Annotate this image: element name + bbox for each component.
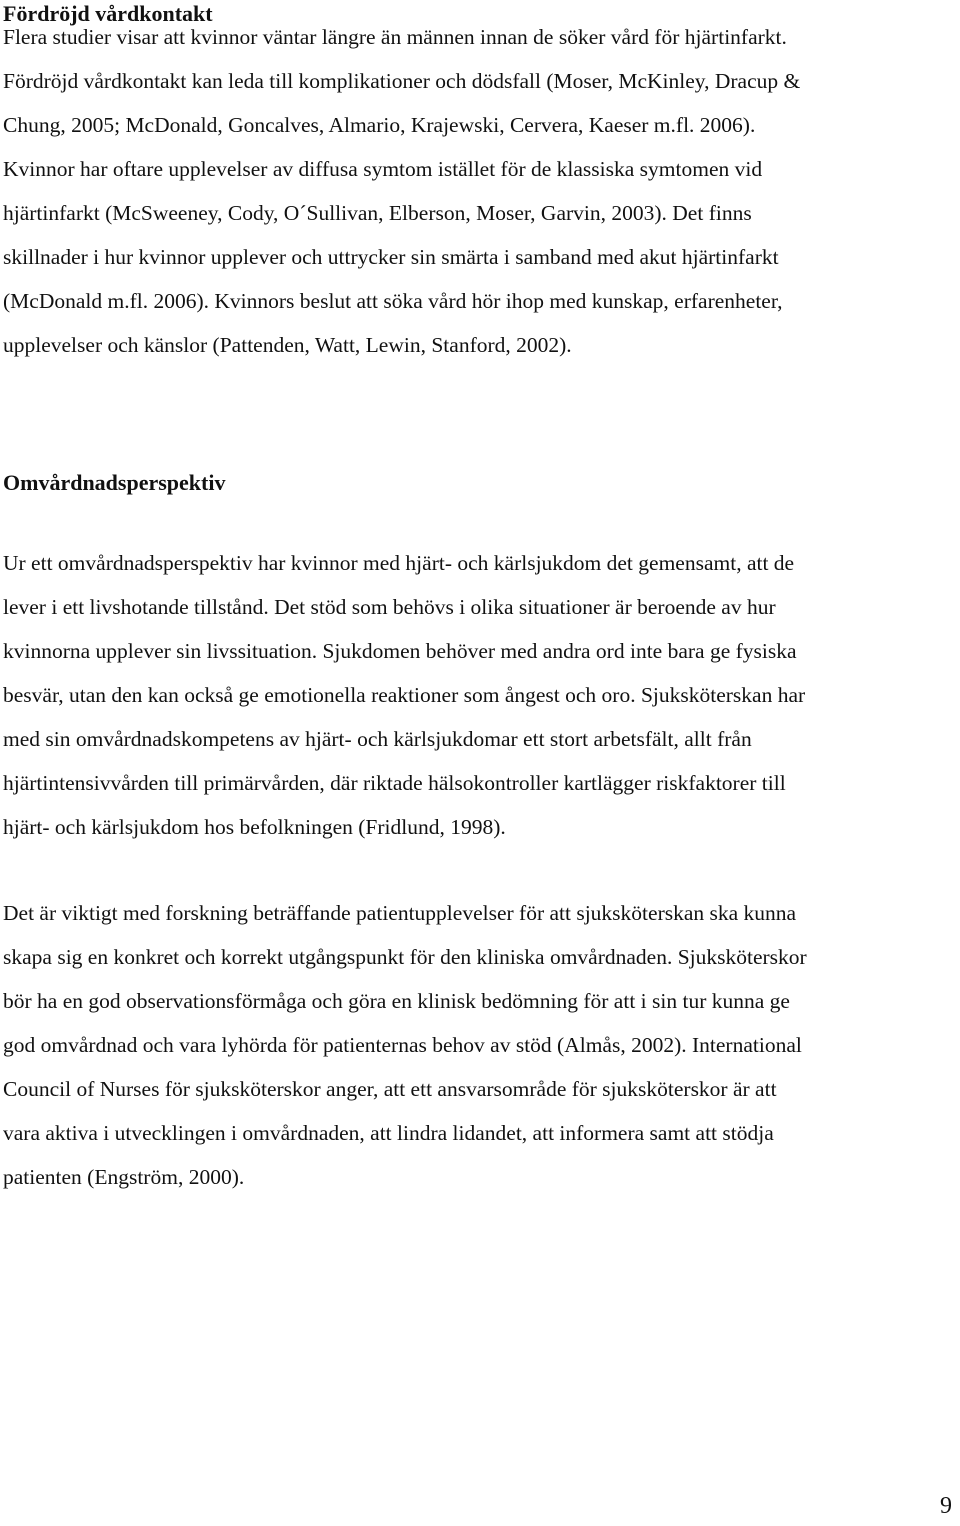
text-line: god omvårdnad och vara lyhörda för patienternas behov av stöd (Almås, 2002). International xyxy=(3,1033,802,1057)
text-line: patienten (Engström, 2000). xyxy=(3,1165,245,1189)
text-line: hjärtinfarkt (McSweeney, Cody, O´Sullivan, Elberson, Moser, Garvin, 2003). Det finns xyxy=(3,201,752,225)
text-line: hjärt- och kärlsjukdom hos befolkningen (Fridlund, 1998). xyxy=(3,815,506,839)
paragraph-omvardnadsperspektiv xyxy=(3,541,805,849)
text-line: Ur ett omvårdnadsperspektiv har kvinnor med hjärt- och kärlsjukdom det gemensamt, att de xyxy=(3,551,795,575)
text-line: vara aktiva i utvecklingen i omvårdnaden, att lindra lidandet, att informera samt att stödja xyxy=(3,1121,774,1145)
text-line: med sin omvårdnadskompetens av hjärt- och kärlsjukdomar ett stort arbetsfält, allt från xyxy=(3,727,752,751)
section-heading-omvardnadsperspektiv: Omvårdnadsperspektiv xyxy=(3,470,226,495)
text-line: besvär, utan den kan också ge emotionella reaktioner som ångest och oro. Sjuksköterskan har xyxy=(3,683,806,707)
text-line: skapa sig en konkret och korrekt utgångspunkt för den kliniska omvårdnaden. Sjuksköterskor xyxy=(3,945,807,969)
section-heading-fordrojd-vardkontakt: Fördröjd vårdkontakt xyxy=(3,1,213,26)
paragraph-fordrojd-vardkontakt xyxy=(3,15,800,367)
text-line: lever i ett livshotande tillstånd. Det stöd som behövs i olika situationer är beroende av hur xyxy=(3,595,776,619)
text-line: Flera studier visar att kvinnor väntar längre än männen innan de söker vård för hjärtinfarkt. xyxy=(3,25,787,49)
page-number: 9 xyxy=(940,1493,952,1519)
text-line: Fördröjd vårdkontakt kan leda till komplikationer och dödsfall (Moser, McKinley, Dracup & xyxy=(3,69,801,93)
text-line: upplevelser och känslor (Pattenden, Watt, Lewin, Stanford, 2002). xyxy=(3,333,572,357)
text-line: Council of Nurses för sjuksköterskor anger, att ett ansvarsområde för sjuksköterskor är att xyxy=(3,1077,777,1101)
text-line: bör ha en god observationsförmåga och göra en klinisk bedömning för att i sin tur kunna ge xyxy=(3,989,790,1013)
text-line: Kvinnor har oftare upplevelser av diffusa symtom istället för de klassiska symtomen vid xyxy=(3,157,763,181)
text-line: kvinnorna upplever sin livssituation. Sjukdomen behöver med andra ord inte bara ge fysiska xyxy=(3,639,797,663)
paragraph-forskning-patientupplevelser xyxy=(3,891,807,1199)
text-line: skillnader i hur kvinnor upplever och uttrycker sin smärta i samband med akut hjärtinfarkt xyxy=(3,245,779,269)
text-line: Chung, 2005; McDonald, Goncalves, Almario, Krajewski, Cervera, Kaeser m.fl. 2006). xyxy=(3,113,756,137)
text-line: Det är viktigt med forskning beträffande patientupplevelser för att sjuksköterskan ska kunna xyxy=(3,901,797,925)
text-line: hjärtintensivvården till primärvården, där riktade hälsokontroller kartlägger riskfaktorer till xyxy=(3,771,786,795)
text-line: (McDonald m.fl. 2006). Kvinnors beslut att söka vård hör ihop med kunskap, erfarenheter, xyxy=(3,289,783,313)
